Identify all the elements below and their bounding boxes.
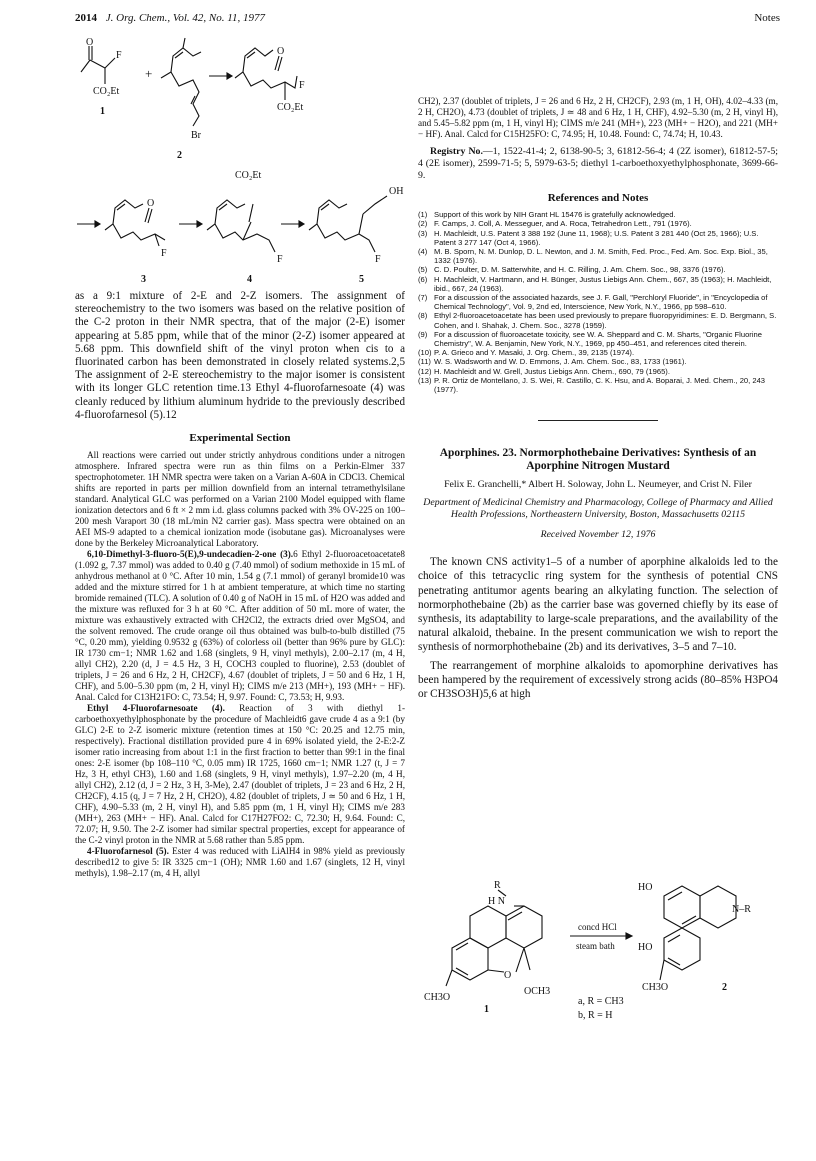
reference-text: F. Camps, J. Coll, A. Messeguer, and A. Roca, Tetrahedron Lett., 791 (1976).: [434, 219, 692, 229]
reference-item: [418, 330, 778, 348]
reference-item: [418, 293, 778, 311]
substituent-note-a: a, R = CH3: [578, 996, 624, 1007]
atom-O: O: [86, 37, 94, 48]
experimental-heading: Experimental Section: [189, 432, 291, 445]
atom-OH: OH: [389, 186, 404, 197]
atom-CH3O-right: CH3O: [642, 982, 669, 993]
introduction-paragraph-1: The known CNS activity1–5 of a number of aporphine alkaloids led to the choice of this tetracyclic ring system for the synthesis of potential CNS penetrating antitumor agents bearing an alkylating function. The selection of normorphothebaine (2b) as the carrier base was governed chiefly by its ease of synthesis, its adaptability to large-scale preparations, and the availability of the natural alkaloid, thebaine. In the present communication we wish to report the synthesis of normorphothebaine (2b) and its derivatives, 3–5 and 7–10.: [418, 556, 778, 654]
atom-F: F: [277, 254, 283, 265]
reference-text: H. Machleidt and W. Grell, Justus Liebigs Ann. Chem., 690, 79 (1965).: [434, 366, 670, 376]
compound-1-thebaine-structure: [424, 880, 550, 1015]
atom-F: F: [161, 248, 167, 259]
intermediate-keto-ester-structure: [235, 46, 305, 113]
atom-CO2Et: CO₂Et: [235, 170, 262, 181]
atom-CO2Et: CO₂Et: [93, 86, 120, 97]
label-compound-4: 4: [247, 274, 252, 285]
atom-NR: N–R: [732, 904, 751, 915]
reference-number: (1): [418, 210, 428, 220]
label-compound-2: 2: [722, 982, 727, 993]
atom-F: F: [375, 254, 381, 265]
compound-5-paragraph: [75, 846, 405, 879]
page-number: 2014: [75, 12, 97, 24]
reference-item: [418, 357, 778, 366]
atom-HN: H N: [488, 896, 505, 907]
section-name: Notes: [754, 12, 780, 24]
compound-3-text: 6 Ethyl 2-fluoroacetoacetate8 (1.092 g, 7.37 mmol) was added to 0.40 g (7.40 mmol) of sodium methoxide in 15 mL of anhydrous methanol at 0 °C. After 10 min, 1.54 g (7.1 mmol) of geranyl bromide10 was added and the mixture stirred for 1 h at ambient temperature, at which time no starting bromide remained (TLC). A solution of 0.40 g of NaOH in 15 mL of H2O was added and the mixture was refluxed for 3 h at 60 °C. After addition of 50 mL more of water, the mixture was exhaustively extracted with CH2Cl2, the extracts dried over MgSO4, and the solvent removed. The crude orange oil thus obtained was bulb-to-bulb distilled (75 °C, 0.20 mm), yielding 0.9532 g (63%) of colorless oil (better than 96% pure by GLC): IR 1730 cm−1; NMR 1.62 and 1.68 (singlets, 9 H, vinyl methyls), 2.00–2.17 (m, 4 H, allyl CH2), 2.20 (d, J = 4.5 Hz, 3 H, COCH3 coupled to fluorine), 2.53 (doublet of triplets, J = 26 and 6 Hz, 2 H, CH2CF), 4.67 (doublet of triplets, J = 50 and 6 Hz, 1 H, CHF), and 5.00–5.30 ppm (m, 2 H, vinyl H); CIMS m/e 213 (MH+), 193 (MH+ − HF). Anal. Calcd for C13H21FO: C, 73.54; H, 9.97. Found: C, 73.53; H, 9.93.: [75, 549, 405, 703]
compound-3-structure: [105, 198, 167, 285]
reference-text: Support of this work by NIH Grant HL 15476 is gratefully acknowledged.: [434, 210, 676, 220]
atom-HO-bottom: HO: [638, 942, 653, 953]
substituent-note-b: b, R = H: [578, 1010, 613, 1021]
reference-text: H. Machleidt, V. Hartmann, and H. Bünger, Justus Liebigs Ann. Chem., 667, 35 (1963); H. Machleidt, ibid., 667, 24 (1963).: [434, 274, 772, 293]
compound-4-structure: [207, 170, 283, 285]
results-paragraph: as a 9:1 mixture of 2-E and 2-Z isomers. The assignment of stereochemistry to the two isomers was based on the relative position of the C-2 proton in their NMR spectra, that of the major (2-E) isomer appearing at 5.85 ppm, while that of the minor (2-Z) isomer appeared at 5.68 ppm. This downfield shift of the vinyl proton when cis to a fluorinated carbon has been demonstrated in closely related systems.2,5 The assignment of 2-E stereochemistry to the major isomer is consistent with its longer GLC retention time.13 Ethyl 4-fluorofarnesoate (4) was cleanly reduced by lithium aluminum hydride to the previously described 4-fluorofarnesol (5).12: [75, 290, 405, 421]
reference-number: (2): [418, 219, 428, 229]
left-column: [75, 290, 405, 879]
reference-number: (3): [418, 228, 428, 238]
atom-F: F: [299, 80, 305, 91]
reference-number: (10): [418, 348, 432, 358]
label-compound-3: 3: [141, 274, 146, 285]
registry-paragraph: [418, 146, 778, 182]
atom-R: R: [494, 880, 501, 891]
reagent-acid: concd HCl: [578, 922, 617, 932]
compound-5-structure: [309, 186, 403, 285]
reference-number: (7): [418, 292, 428, 302]
reference-number: (12): [418, 366, 432, 376]
reference-text: For a discussion of fluoroacetate toxicity, see W. A. Sheppard and C. M. Sharts, "Organic Fluorine Chemistry", W. A. Benjamin, New York, N.Y., 1969, pp 450–451, and references cited therein.: [434, 329, 762, 348]
reference-number: (6): [418, 274, 428, 284]
plus-sign: +: [145, 66, 153, 81]
compound-2-aporphine-structure: [638, 882, 751, 993]
atom-CO2Et: CO₂Et: [277, 102, 304, 113]
atom-F: F: [116, 50, 122, 61]
reaction-scheme-fluorofarnesol: [75, 34, 405, 290]
introduction-paragraph-2: The rearrangement of morphine alkaloids to apomorphine derivatives has been hampered by the requirement of excessively strong acids (80–85% H3PO4 or CH3SO3H)5,6 at high: [418, 659, 778, 701]
reference-item: [418, 376, 778, 394]
label-compound-1: 1: [484, 1004, 489, 1015]
reference-item: [418, 348, 778, 357]
references-heading: References and Notes: [547, 192, 649, 204]
compound-5-heading: 4-Fluorofarnesol (5).: [87, 846, 169, 857]
article-divider: [538, 420, 658, 421]
label-compound-2: 2: [177, 150, 182, 161]
compound-5-text: Ester 4 was reduced with LiAlH4 in 98% yield as previously described12 to give 5: IR 3325 cm−1 (OH); NMR 1.60 and 1.67 (singlets, 12 H, vinyl methyls), 1.98–2.17 (m, 4 H, allyl: [75, 846, 406, 879]
atom-HO-top: HO: [638, 882, 653, 893]
atom-O: O: [147, 198, 155, 209]
reference-text: For a discussion of the associated hazards, see J. F. Gall, "Perchloryl Fluoride", in "Encyclopedia of Chemical Technology", Vol. 9, 2nd ed, Interscience, New York, N.Y., 1966, pp 598–610.: [434, 292, 768, 312]
registry-heading: Registry No.: [430, 146, 483, 157]
atom-O: O: [504, 970, 512, 981]
journal-citation: J. Org. Chem., Vol. 42, No. 11, 1977: [105, 12, 265, 24]
label-compound-1: 1: [100, 106, 105, 117]
reference-number: (11): [418, 357, 431, 367]
compound-4-text: Reaction of 3 with diethyl 1-carboethoxyethylphosphonate by the procedure of Machleidt6 gave crude 4 as a 9:1 (by GLC) 2-E to 2-Z isomeric mixture (retention times at 150 °C: 20.25 and 12.75 min, respectively). Fractional distillation provided pure 4 in 69% isolated yield, the 2-E:2-Z isomer ratio increasing from about 1:1 in the first fraction to better than 99:1 in the final ones: 2-E isomer (bp 108–110 °C, 0.05 mm) IR 1725, 1660 cm−1; NMR 1.27 (t, J = 7 Hz, 3 H, ethyl CH3), 1.60 and 1.68 (singlets, 9 H, vinyl methyls), 1.97–2.20 (m, 4 H, allyl CH2), 2.12 (d, J = 2 Hz, 3 H, 3-Me), 2.47 (doublet of triplets, J = 23 and 6 Hz, 2 H, CH2CF), 4.15 (q, J = 7 Hz, 2 H, CH2O), 4.82 (doublet of triplets, J ≃ 50 and 6 Hz, 1 H, CHF), 4.90–5.33 (m, 2 H, vinyl H), and 5.85 ppm (m, 1 H, vinyl H); CIMS m/e 283 (MH+), 263 (MH+ − HF). Anal. Calcd for C17H27FO2: C, 72.30; H, 9.64. Found: C, 72.07; H, 9.50. The 2-Z isomer had similar spectral properties, except for appearance of the C-2 vinyl proton in the NMR at 5.68 rather than 5.85 ppm.: [75, 703, 406, 846]
received-date: Received November 12, 1976: [540, 529, 656, 541]
compound-4-paragraph: [75, 703, 405, 846]
compound-2-structure: [161, 38, 202, 161]
reference-text: P. A. Grieco and Y. Masaki, J. Org. Chem., 39, 2135 (1974).: [434, 348, 635, 358]
reference-item: [418, 275, 778, 293]
reference-item: [418, 367, 778, 376]
reference-item: [418, 311, 778, 329]
atom-O: O: [277, 46, 285, 57]
compound-5-continued: CH2), 2.37 (doublet of triplets, J = 26 and 6 Hz, 2 H, CH2CF), 2.93 (m, 1 H, OH), 4.02–4.33 (m, 2 H, CH2O), 4.73 (doublet of triplets, J ≃ 48 and 6 Hz, 1 H, CHF), 4.92–5.30 (m, 2 H, vinyl H), and 5.45–5.82 ppm (m, 1 H, vinyl H); CIMS m/e 241 (MH+), 223 (MH+ − H2O), and 221 (MH+ − HF). Anal. Calcd for C15H25FO: C, 74.95; H, 10.48. Found: C, 74.74; H, 10.43.: [418, 96, 778, 139]
compound-4-heading: Ethyl 4-Fluorofarnesoate (4).: [87, 703, 225, 714]
article-title: Aporphines. 23. Normorphothebaine Derivatives: Synthesis of an Aporphine Nitrogen Mustard: [439, 447, 757, 473]
label-compound-5: 5: [359, 274, 364, 285]
reference-number: (9): [418, 329, 428, 339]
experimental-general-paragraph: All reactions were carried out under strictly anhydrous conditions under a nitrogen atmosphere. Infrared spectra were run as thin films on a Perkin-Elmer 337 spectrophotometer. 1H NMR spectra were taken on a Varian A-60A in CDCl3. Chemical shifts are reported in parts per million downfield from an internal tetramethylsilane standard. Analytical GLC was performed on a Varian 2100 Model equipped with flame ionization detectors and 6 ft × 2 mm i.d. glass columns packed with 3% OV-225 on 100–200 mesh Varaport 30 (18 mL/min N2 carrier gas). Mass spectra were obtained on an AEI MS-9 adapted to a chemical ionization mode (isobutane gas). Microanalyses were done by the Berkeley Microanalytical Laboratory.: [75, 450, 405, 549]
reference-text: H. Machleidt, U.S. Patent 3 388 192 (June 11, 1968); U.S. Patent 3 281 440 (Oct 25, 1966); U.S. Patent 3 277 147 (Oct 4, 1966).: [434, 228, 759, 247]
article-authors: Felix E. Granchelli,* Albert H. Soloway, John L. Neumeyer, and Crist N. Filer: [444, 479, 752, 491]
reference-text: C. D. Poulter, D. M. Satterwhite, and H. C. Rilling, J. Am. Chem. Soc., 98, 3376 (1976).: [434, 265, 726, 275]
reference-text: P. R. Ortiz de Montellano, J. S. Wei, R. Castillo, C. K. Hsu, and A. Boparai, J. Med. Chem., 20, 243 (1977).: [434, 375, 766, 394]
references-list: [418, 210, 778, 394]
reference-text: M. B. Sporn, N. M. Dunlop, D. L. Newton, and J. M. Smith, Fed. Proc., Fed. Am. Soc. Exp. Biol., 35, 1332 (1976).: [434, 246, 768, 266]
compound-3-heading: 6,10-Dimethyl-3-fluoro-5(E),9-undecadien-2-one (3).: [87, 549, 294, 560]
reference-number: (4): [418, 246, 428, 256]
reference-number: (8): [418, 311, 428, 321]
reference-item: [418, 229, 778, 247]
right-column: [418, 96, 778, 701]
author-affiliation: Department of Medicinal Chemistry and Pharmacology, College of Pharmacy and Allied Health Professions, Northeastern University, Boston, Massachusetts 02115: [423, 497, 773, 521]
compound-1-structure: [81, 37, 122, 117]
reference-text: Ethyl 2-fluoroacetoacetate has been used previously to prepare fluoropyridimines: E. D. Bergmann, S. Cohen, and I. Shahak, J. Chem. Soc., 3278 (1959).: [434, 311, 777, 330]
reference-item: [418, 210, 778, 219]
registry-text: —1, 1522-41-4; 2, 6138-90-5; 3, 61812-56-4; 4 (2Z isomer), 61812-57-5; 4 (2E isomer), 2599-71-5; 5, 5979-63-5; diethyl 1-carboethoxyethylphosphonate, 3699-66-9.: [418, 146, 778, 181]
atom-CH3O-left: CH3O: [424, 992, 451, 1003]
reference-item: [418, 219, 778, 228]
atom-Br: Br: [191, 130, 201, 141]
reference-number: (13): [418, 375, 432, 385]
reagent-condition: steam bath: [576, 941, 615, 951]
reference-number: (5): [418, 265, 428, 275]
reaction-scheme-aporphine: [420, 876, 780, 1026]
reference-item: [418, 247, 778, 265]
reference-text: W. S. Wadsworth and W. D. Emmons, J. Am. Chem. Soc., 83, 1733 (1961).: [434, 357, 687, 367]
compound-3-paragraph: [75, 549, 405, 703]
reference-item: [418, 265, 778, 274]
running-header: [75, 12, 780, 28]
atom-OCH3: OCH3: [524, 986, 551, 997]
